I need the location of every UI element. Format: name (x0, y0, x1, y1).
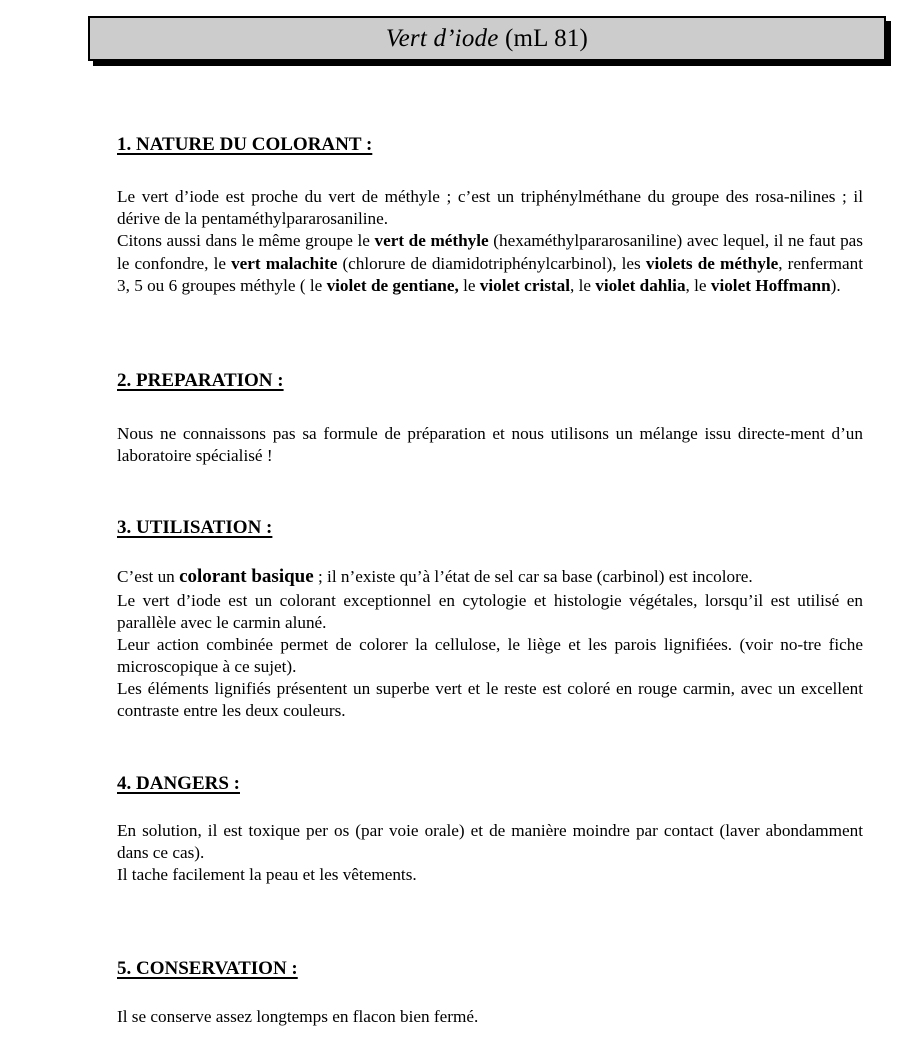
text-run-bold: violet de gentiane, (326, 275, 459, 295)
section-heading-conservation (117, 958, 298, 980)
text-run: le (458, 275, 480, 295)
text-run: C’est un (117, 567, 180, 586)
page-title (386, 26, 588, 51)
section-heading-utilisation (117, 517, 272, 539)
section-heading-dangers (117, 773, 240, 795)
text-run: Leur action combinée permet de colorer la cellulose, le liège et les parois lignifiées. (voir no-tre fiche microscopique à ce sujet). (117, 634, 863, 677)
text-run: Les éléments lignifiés présentent un superbe vert et le reste est coloré en rouge carmin, avec un excellent contraste entre les deux couleurs. (117, 679, 863, 721)
paragraph (117, 864, 863, 886)
section-heading-text: 3. UTILISATION : (117, 517, 273, 538)
paragraph (117, 678, 863, 722)
section-body-nature-du-colorant (117, 186, 863, 297)
text-run: Citons aussi dans le même groupe le (117, 231, 375, 251)
paragraph (117, 186, 863, 230)
section-body-utilisation (117, 565, 863, 723)
document-title-banner (88, 16, 886, 61)
text-run: Nous ne connaissons pas sa formule de préparation et nous utilisons un mélange issu directe-ment d’un laboratoire spécialisé ! (117, 424, 863, 466)
section-heading-nature-du-colorant (117, 134, 372, 156)
paragraph (117, 1006, 863, 1028)
paragraph (117, 565, 863, 590)
text-run: Le vert d’iode est proche du vert de méthyle ; c’est un triphénylméthane du groupe des rosa-nilines ; il dérive de la pentaméthylpararosaniline. (117, 187, 863, 229)
section-body-conservation (117, 1006, 863, 1028)
text-run: ). (830, 275, 841, 295)
text-run-bold: vert de méthyle (374, 231, 489, 251)
text-run-bold: colorant basique (179, 566, 314, 587)
section-heading-text: 4. DANGERS : (117, 773, 240, 794)
text-run: , le (685, 275, 711, 295)
paragraph (117, 590, 863, 634)
text-run: Le vert d’iode est un colorant exceptionnel en cytologie et histologie végétales, lorsqu’il est utilisé en parallèle avec le carmin aluné. (117, 590, 863, 632)
section-body-preparation (117, 423, 863, 467)
paragraph (117, 820, 863, 864)
text-run: , renfermant 3, 5 ou 6 groupes méthyle ( le (117, 253, 864, 295)
text-run-bold: vert malachite (231, 253, 338, 273)
text-run: (chlorure de diamidotriphénylcarbinol), les (337, 253, 646, 273)
paragraph (117, 423, 863, 467)
section-heading-text: 1. NATURE DU COLORANT : (117, 134, 373, 155)
section-heading-text: 5. CONSERVATION : (117, 958, 298, 979)
text-run: Il se conserve assez longtemps en flacon bien fermé. (117, 1007, 479, 1026)
section-heading-preparation (117, 370, 284, 392)
paragraph (117, 230, 863, 297)
text-run-bold: violet cristal (479, 275, 570, 295)
text-run: ; il n’existe qu’à l’état de sel car sa base (carbinol) est incolore. (313, 567, 753, 586)
text-run: (hexaméthylpararosaniline) avec lequel, il ne faut pas le confondre, le (117, 231, 863, 273)
section-heading-text: 2. PREPARATION : (117, 370, 284, 391)
text-run-bold: violet Hoffmann (710, 275, 831, 295)
page-title-code-part: (mL 81) (498, 25, 589, 52)
text-run-bold: violets de méthyle (645, 253, 779, 273)
section-body-dangers (117, 820, 863, 887)
text-run-bold: violet dahlia (595, 275, 686, 295)
paragraph (117, 634, 863, 678)
page-title-italic-part: Vert d’iode (385, 25, 499, 52)
title-banner-box (88, 16, 886, 61)
text-run: Il tache facilement la peau et les vêtements. (117, 865, 417, 885)
text-run: En solution, il est toxique per os (par voie orale) et de manière moindre par contact (laver abondamment dans ce cas). (117, 821, 863, 863)
text-run: , le (570, 275, 596, 295)
